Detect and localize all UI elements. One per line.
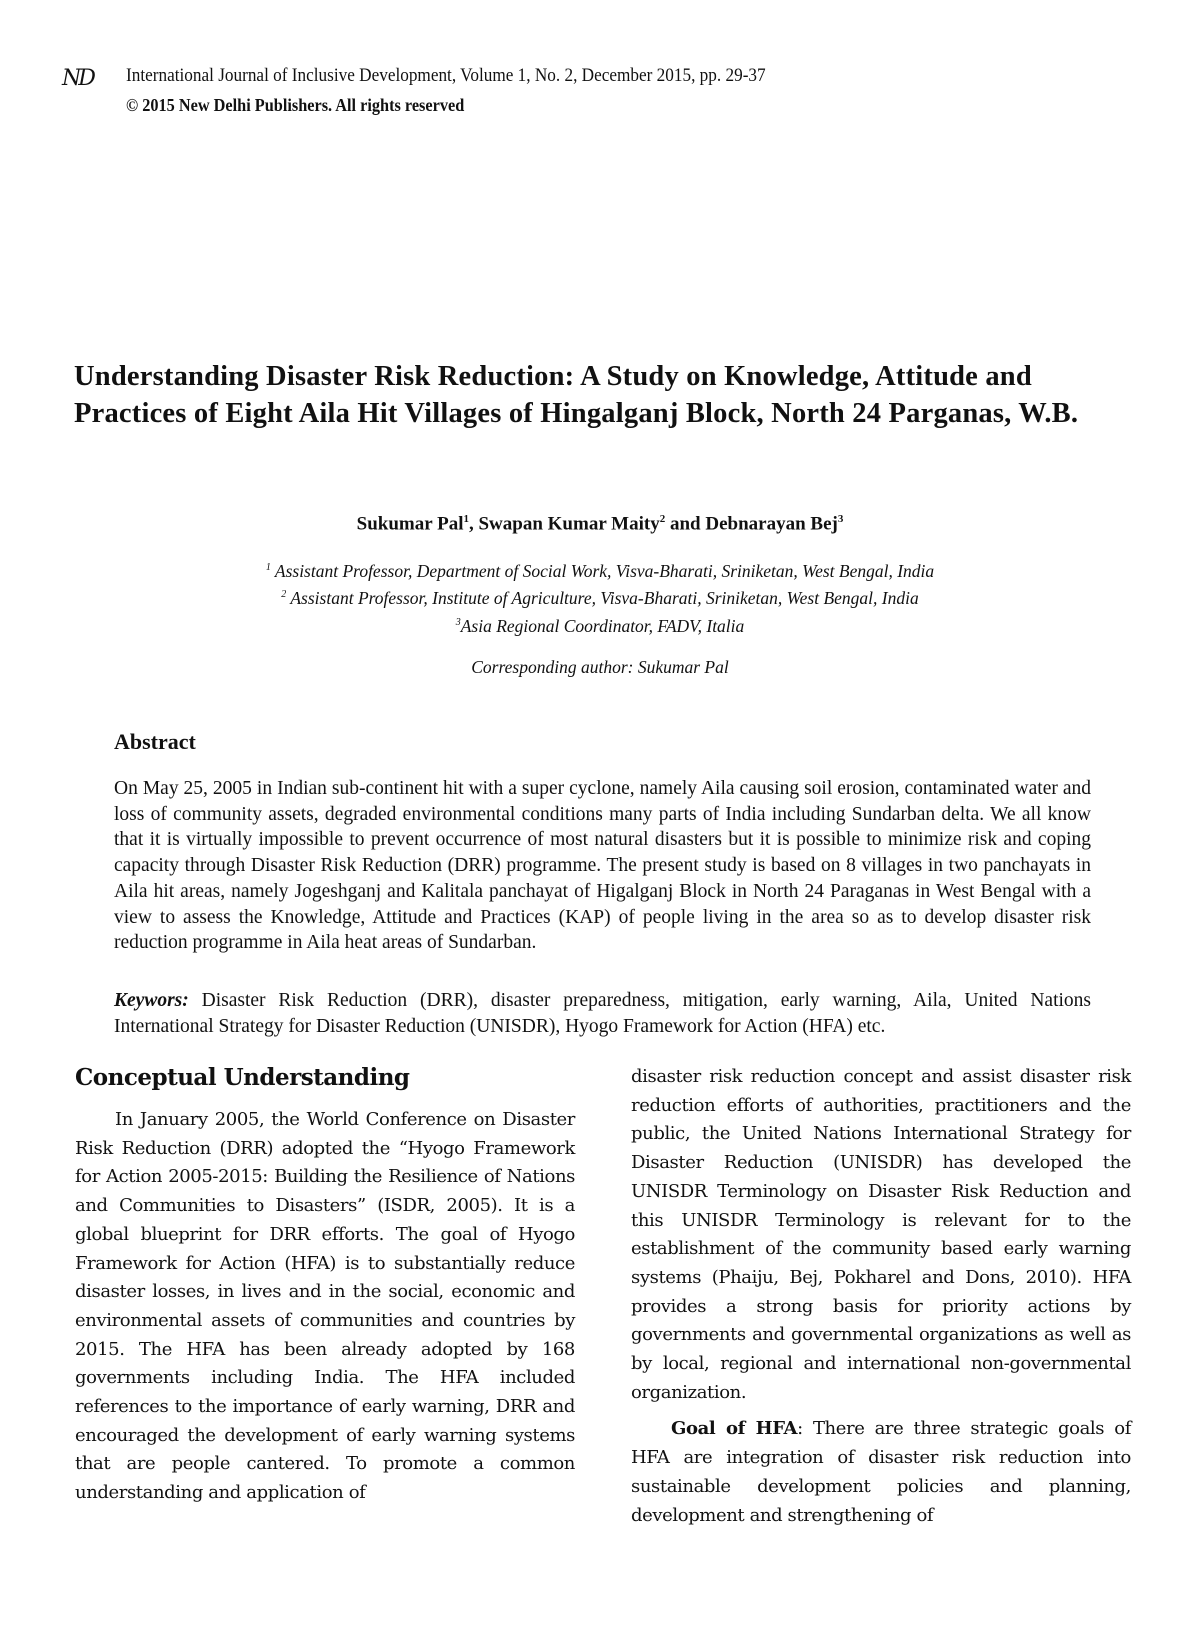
abstract-heading: Abstract xyxy=(114,729,196,754)
right-column xyxy=(631,1063,1131,1530)
article-title: Understanding Disaster Risk Reduction: A Study on Knowledge, Attitude and Practices of Eight Aila Hit Villages of Hingalganj Block, North 24 Parganas, W.B. xyxy=(74,361,1079,429)
author-affiliation-marker: 1 xyxy=(463,513,469,525)
affiliation-text: Assistant Professor, Institute of Agriculture, Visva-Bharati, Sriniketan, West Bengal, India xyxy=(286,588,919,609)
keywords xyxy=(114,988,1091,1039)
keywords-text: Disaster Risk Reduction (DRR), disaster preparedness, mitigation, early warning, Aila, United Nations International Strategy for Disaster Reduction (UNISDR), Hyogo Framework for Action (HFA) etc. xyxy=(114,990,1091,1037)
author-name: Debnarayan Bej xyxy=(705,513,838,535)
paragraph: In January 2005, the World Conference on Disaster Risk Reduction (DRR) adopted the “Hyogo Framework for Action 2005-2015: Building the Resilience of Nations and Communities to Disasters” (ISDR, 2005). It is a global blueprint for DRR efforts. The goal of Hyogo Framework for Action (HFA) is to substantially reduce disaster losses, in lives and in the social, economic and environmental assets of communities and countries by 2015. The HFA has been already adopted by 168 governments including India. The HFA included references to the importance of early warning, DRR and encouraged the development of early warning systems that are people cantered. To promote a common understanding and application of xyxy=(75,1109,575,1504)
affiliation xyxy=(0,583,1200,610)
paragraph xyxy=(631,1415,1131,1530)
author-separator: , xyxy=(468,513,479,535)
affiliation-marker: 2 xyxy=(281,589,287,601)
affiliation-list xyxy=(0,556,1200,638)
publisher-logo-icon: ND xyxy=(62,66,93,91)
author-name: Swapan Kumar Maity xyxy=(478,513,660,535)
author-affiliation-marker: 2 xyxy=(659,513,666,525)
affiliation-marker: 1 xyxy=(265,562,271,573)
affiliation xyxy=(0,611,1200,638)
journal-citation: International Journal of Inclusive Development, Volume 1, No. 2, December 2015, pp. 29-37 xyxy=(126,66,766,86)
affiliation-text: Asia Regional Coordinator, FADV, Italia xyxy=(460,615,745,636)
affiliation xyxy=(0,556,1200,583)
goal-text: : There are three strategic goals of HFA are integration of disaster risk reduction into sustainable development policies and planning, development and strengthening of xyxy=(631,1418,1131,1526)
author-name: Sukumar Pal xyxy=(356,513,464,535)
author-separator: and xyxy=(665,513,706,535)
keywords-label: Keywors: xyxy=(114,990,189,1011)
goal-label: Goal of HFA xyxy=(671,1418,798,1440)
section-heading: Conceptual Understanding xyxy=(75,1064,410,1091)
author-affiliation-marker: 3 xyxy=(837,513,844,525)
abstract-body: On May 25, 2005 in Indian sub-continent hit with a super cyclone, namely Aila causing soil erosion, contaminated water and loss of community assets, degraded environmental conditions many parts of India including Sundarban delta. We all know that it is virtually impossible to prevent occurrence of most natural disasters but it is possible to minimize risk and coping capacity through Disaster Risk Reduction (DRR) programme. The present study is based on 8 villages in two panchayats in Aila hit areas, namely Jogeshganj and Kalitala panchayat of Higalganj Block in North 24 Paraganas in West Bengal with a view to assess the Knowledge, Attitude and Practices (KAP) of people living in the area so as to develop disaster risk reduction programme in Aila heat areas of Sundarban. xyxy=(114,778,1091,954)
paragraph: disaster risk reduction concept and assist disaster risk reduction efforts of authorities, practitioners and the public, the United Nations International Strategy for Disaster Reduction (UNISDR) has developed the UNISDR Terminology on Disaster Risk Reduction and this UNISDR Terminology is relevant for to the establishment of the community based early warning systems (Phaiju, Bej, Pokharel and Dons, 2010). HFA provides a strong basis for priority actions by governments and governmental organizations as well as by local, regional and international non-governmental organization. xyxy=(631,1066,1131,1403)
affiliation-text: Assistant Professor, Department of Social Work, Visva-Bharati, Sriniketan, West Bengal, India xyxy=(270,560,935,581)
left-column xyxy=(75,1106,575,1508)
copyright-notice: © 2015 New Delhi Publishers. All rights reserved xyxy=(126,95,465,115)
affiliation-marker: 3 xyxy=(455,616,461,628)
author-list xyxy=(0,513,1200,535)
corresponding-author: Corresponding author: Sukumar Pal xyxy=(471,657,729,677)
